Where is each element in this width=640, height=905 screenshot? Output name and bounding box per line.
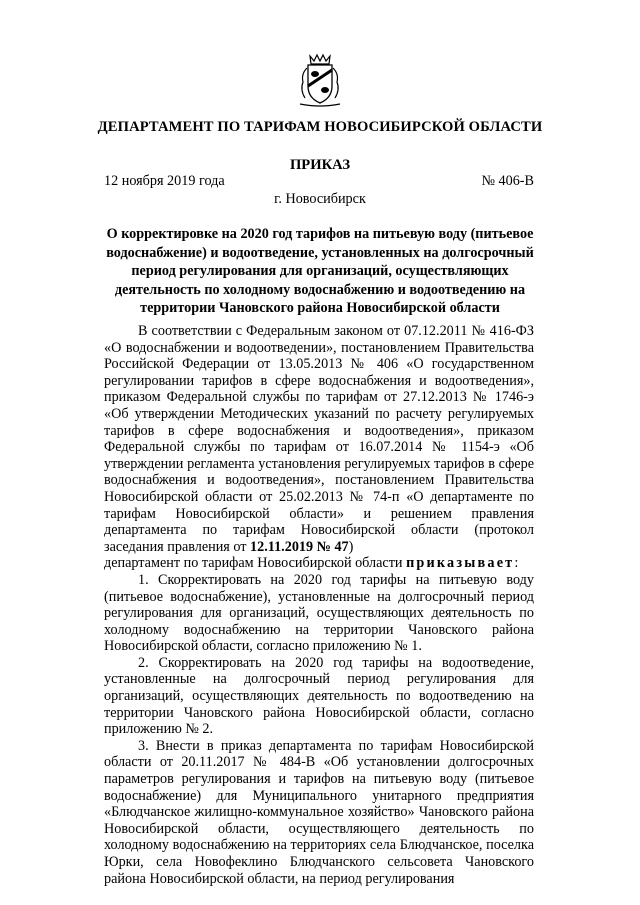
order-city: г. Новосибирск <box>274 191 366 207</box>
order-line-start: департамент по тарифам Новосибирской области <box>104 555 407 572</box>
order-item-2: 2. Скорректировать на 2020 год тарифы на водоотведение, установленные на долгосрочный период регулирования для организаций, осуществляющих деятельность по водоотведению на территории Чановского района Новосибирской области, согласно приложению № 2. <box>104 654 534 738</box>
meeting-protocol: 12.11.2019 № 47 <box>250 538 349 555</box>
preamble-paragraph <box>104 323 534 555</box>
order-date: 12 ноября 2019 года <box>104 173 225 189</box>
preamble-text: В соответствии с Федеральным законом от 07.12.2011 № 416-ФЗ «О водоснабжении и водоотведении», постановлением Правительства Российской Федерации от 13.05.2013 № 406 «О государственном регулировании тарифов в сфере водоснабжения и водоотведения», приказом Федеральной службы по тарифам от 27.12.2013 № 1746-э «Об утверждении Методических указаний по расчету регулируемых тарифов в сфере водоснабжения и водоотведения», приказом Федеральной службы по тарифам от 16.07.2014 № 1154-э «Об утверждении регламента установления регулируемых тарифов в сфере водоснабжения и водоотведения», постановлением Правительства Новосибирской области от 25.02.2013 № 74-п «О департаменте по тарифам Новосибирской области» и решением правления департамента по тарифам Новосибирской области (протокол заседания правления от <box>104 323 534 555</box>
order-line-end: : <box>514 555 519 572</box>
order-line <box>104 555 534 572</box>
order-word: приказывает <box>406 555 515 572</box>
order-item-3: 3. Внести в приказ департамента по тарифам Новосибирской области от 20.11.2017 № 484-В «Об установлении долгосрочных параметров регулирования и тарифов на питьевую воду (питьевое водоснабжение) для Муниципального унитарного предприятия «Блюдчанское жилищно-коммунальное хозяйство» Чановского района Новосибирской области, осуществляющего деятельность по холодному водоснабжению на территориях села Блюдчанское, поселка Юрки, села Новофеклино Блюдчанского сельсовета Чановского района Новосибирской области, на период регулирования <box>104 737 534 887</box>
coat-of-arms-icon <box>296 52 344 108</box>
order-number: № 406-В <box>481 173 534 189</box>
document-type: ПРИКАЗ <box>289 157 351 173</box>
department-title: ДЕПАРТАМЕНТ ПО ТАРИФАМ НОВОСИБИРСКОЙ ОБЛАСТИ <box>97 119 543 135</box>
order-subject: О корректировке на 2020 год тарифов на питьевую воду (питьевое водоснабжение) и водоотведение, установленных на долгосрочный период регулирования для организаций, осуществляющих деятельность по холодному водоснабжению и водоотведению на территории Чановского района Новосибирской области <box>106 226 534 317</box>
order-body <box>104 323 534 887</box>
order-item-1: 1. Скорректировать на 2020 год тарифы на питьевую воду (питьевое водоснабжение), установленные на долгосрочный период регулирования для организаций, осуществляющих деятельность по холодному водоснабжению на территории Чановского района Новосибирской области, согласно приложению № 1. <box>104 571 534 655</box>
preamble-end: ) <box>348 538 354 555</box>
